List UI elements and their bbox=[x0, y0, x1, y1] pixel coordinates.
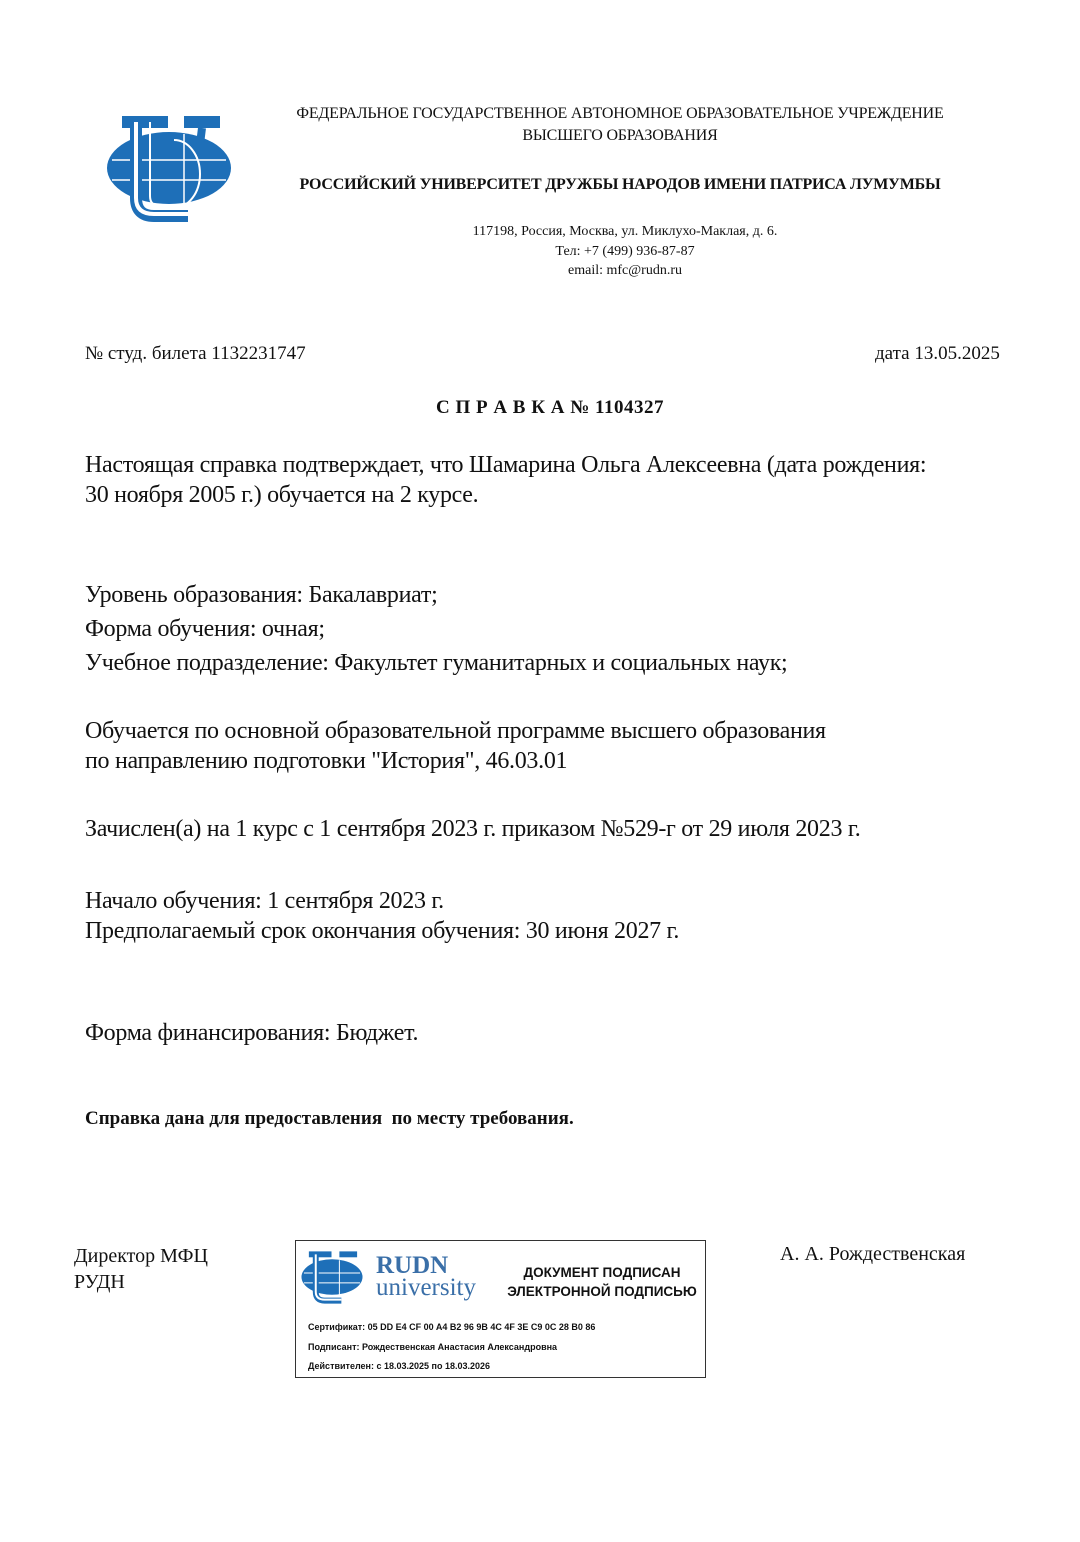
address: 117198, Россия, Москва, ул. Миклухо-Маклая, д. 6. bbox=[472, 224, 778, 239]
document-date: дата 13.05.2025 bbox=[875, 343, 1000, 364]
stamp-heading-line2: ЭЛЕКТРОННОЙ ПОДПИСЬЮ bbox=[507, 1284, 697, 1299]
purpose-note: Справка дана для предоставления по месту требования. bbox=[85, 1108, 574, 1129]
intro-line1: Настоящая справка подтверждает, что Шамарина Ольга Алексеевна (дата рождения: bbox=[85, 452, 927, 478]
funding: Форма финансирования: Бюджет. bbox=[85, 1020, 419, 1046]
phone: Тел: +7 (499) 936-87-87 bbox=[555, 244, 695, 259]
signer-position-line2: РУДН bbox=[74, 1271, 125, 1293]
program-line1: Обучается по основной образовательной программе высшего образования bbox=[85, 718, 826, 744]
signer-position-line1: Директор МФЦ bbox=[74, 1245, 208, 1267]
signer-position bbox=[74, 1243, 208, 1295]
document-title: С П Р А В К А № 1104327 bbox=[435, 397, 665, 418]
email: email: mfc@rudn.ru bbox=[568, 263, 682, 278]
education-level: Уровень образования: Бакалавриат; bbox=[85, 582, 438, 608]
signer-name: А. А. Рождественская bbox=[780, 1243, 966, 1265]
university-logo-icon bbox=[104, 110, 234, 222]
rudn-logo-icon bbox=[300, 1245, 364, 1307]
org-type-line2: ВЫСШЕГО ОБРАЗОВАНИЯ bbox=[522, 127, 718, 144]
department: Учебное подразделение: Факультет гуманитарных и социальных наук; bbox=[85, 650, 788, 676]
stamp-signer: Подписант: Рождественская Анастасия Александровна bbox=[308, 1342, 558, 1352]
e-signature-stamp bbox=[295, 1240, 706, 1378]
intro-line2: 30 ноября 2005 г.) обучается на 2 курсе. bbox=[85, 482, 479, 508]
student-id: № студ. билета 1132231747 bbox=[85, 343, 306, 364]
stamp-certificate: Сертификат: 05 DD E4 CF 00 A4 B2 96 9B 4C 4F 3E C9 0C 28 B0 86 bbox=[308, 1322, 596, 1332]
study-form: Форма обучения: очная; bbox=[85, 616, 325, 642]
stamp-validity: Действителен: с 18.03.2025 по 18.03.2026 bbox=[308, 1361, 491, 1371]
stamp-brand-university: university bbox=[376, 1274, 476, 1301]
enrollment: Зачислен(а) на 1 курс с 1 сентября 2023 г. приказом №529-г от 29 июля 2023 г. bbox=[85, 816, 861, 842]
stamp-heading bbox=[496, 1263, 708, 1301]
program-line2: по направлению подготовки "История", 46.03.01 bbox=[85, 748, 568, 774]
stamp-brand-rudn: RUDN bbox=[376, 1252, 449, 1279]
org-type-line1: ФЕДЕРАЛЬНОЕ ГОСУДАРСТВЕННОЕ АВТОНОМНОЕ ОБРАЗОВАТЕЛЬНОЕ УЧРЕЖДЕНИЕ bbox=[296, 105, 944, 122]
university-name: РОССИЙСКИЙ УНИВЕРСИТЕТ ДРУЖБЫ НАРОДОВ ИМЕНИ ПАТРИСА ЛУМУМБЫ bbox=[299, 176, 941, 193]
stamp-heading-line1: ДОКУМЕНТ ПОДПИСАН bbox=[523, 1265, 681, 1280]
study-end: Предполагаемый срок окончания обучения: 30 июня 2027 г. bbox=[85, 918, 680, 944]
study-start: Начало обучения: 1 сентября 2023 г. bbox=[85, 888, 444, 914]
